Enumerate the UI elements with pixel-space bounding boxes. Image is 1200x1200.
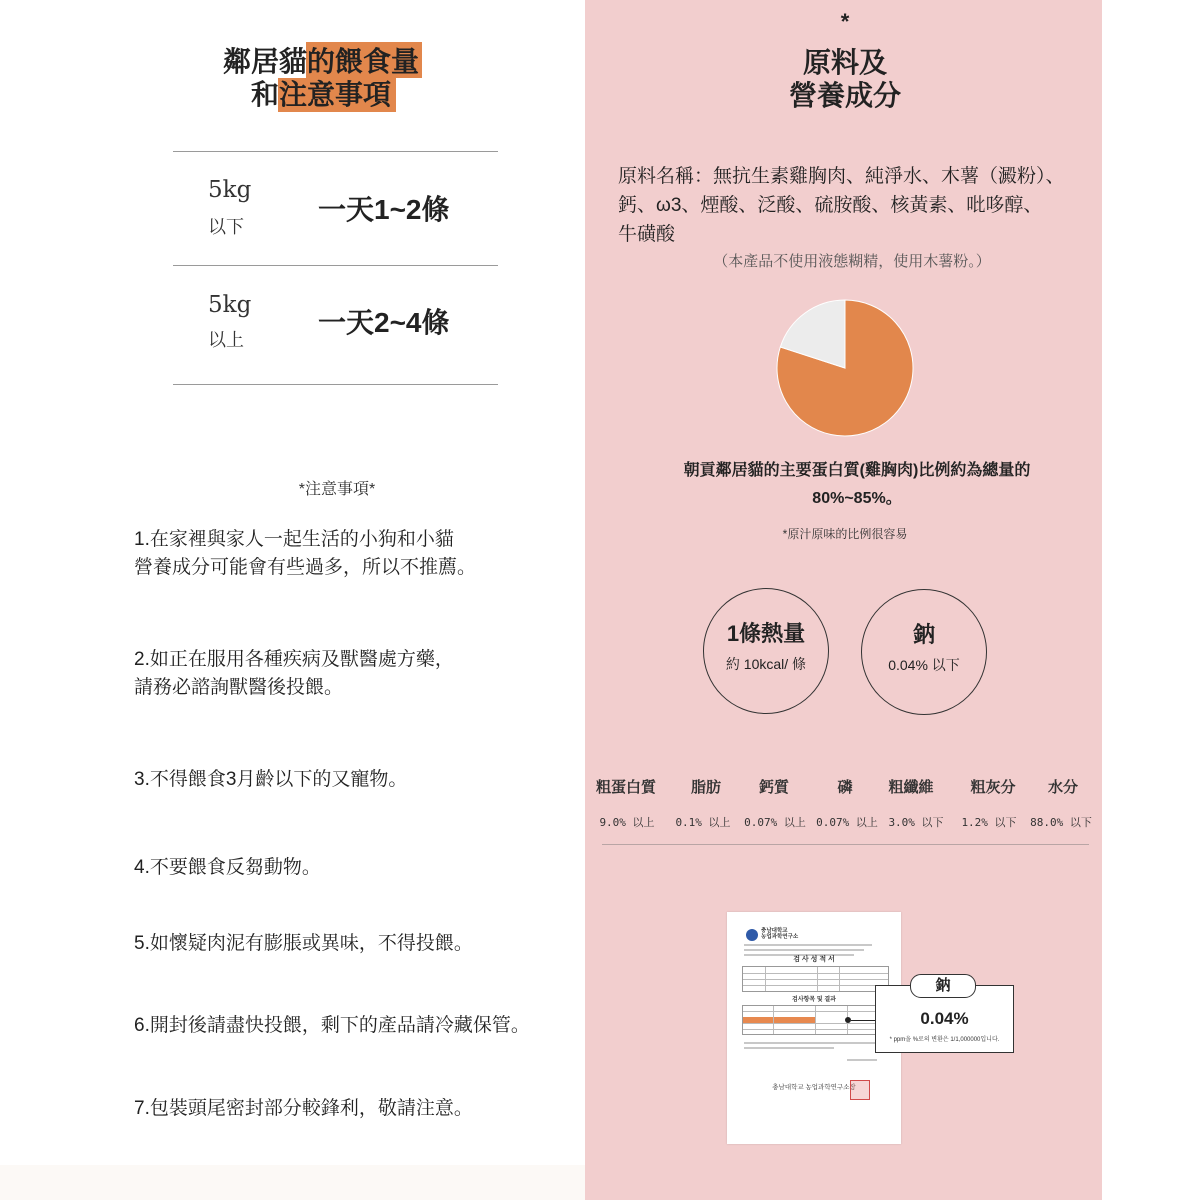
badge-title: 1條熱量 xyxy=(726,621,806,646)
cert-info-table xyxy=(742,966,889,992)
table-underline xyxy=(602,844,1089,845)
feeding-title xyxy=(171,45,471,111)
analysis-value: 3.0% 以下 xyxy=(888,816,944,829)
note-line: 6.開封後請盡快投餵，剩下的產品請冷藏保管。 xyxy=(134,1015,530,1036)
note-item xyxy=(134,854,321,882)
sodium-badge xyxy=(861,589,987,715)
analysis-value: 0.1% 以上 xyxy=(675,816,731,829)
callout-label: 鈉 xyxy=(910,974,976,998)
protein-pie-chart xyxy=(775,298,915,438)
cert-date-line xyxy=(847,1059,877,1061)
university-logo-icon xyxy=(746,929,758,941)
feeding-amount: 一天1~2條 xyxy=(318,194,450,225)
note-item xyxy=(134,766,407,794)
protein-text: 80%~85%。 xyxy=(812,490,902,507)
note-line: 3.不得餵食3月齡以下的又寵物。 xyxy=(134,769,408,790)
cert-section-title: 검사항목 및 결과 xyxy=(792,997,836,1003)
analysis-header: 粗灰分 xyxy=(970,779,1016,796)
note-item xyxy=(134,526,476,582)
note-line: 請務必諮詢獸醫後投餵。 xyxy=(134,677,344,698)
row-divider xyxy=(173,265,498,266)
badge-value: 0.04% 以下 xyxy=(888,657,960,673)
cert-text-line xyxy=(744,944,872,946)
ingredients-line: 牛磺酸 xyxy=(618,224,676,245)
feeding-qualifier: 以上 xyxy=(208,330,244,350)
asterisk-mark: * xyxy=(840,9,850,34)
feeding-amount: 一天2~4條 xyxy=(318,307,450,338)
cert-text-line xyxy=(744,1042,884,1044)
feeding-qualifier: 以下 xyxy=(208,217,244,237)
analysis-header: 水分 xyxy=(1047,779,1078,796)
feeding-weight: 5kg xyxy=(208,292,252,318)
analysis-value: 88.0% 以下 xyxy=(1030,816,1092,829)
feeding-title-line: 和注意事項 xyxy=(250,79,391,110)
ingredients-title-line: 營養成分 xyxy=(788,80,901,111)
notes-heading: *注意事項* xyxy=(298,481,376,498)
note-line: 營養成分可能會有些過多，所以不推薦。 xyxy=(134,557,477,578)
ingredients-list xyxy=(618,162,1065,249)
calorie-badge xyxy=(703,588,829,714)
badge-value: 約 10kcal/ 條 xyxy=(725,656,807,672)
note-line: 4.不要餵食反芻動物。 xyxy=(134,857,321,878)
badge-title: 鈉 xyxy=(912,622,935,647)
note-line: 2.如正在服用各種疾病及獸醫處方藥， xyxy=(134,649,454,670)
feeding-title-line: 鄰居貓的餵食量 xyxy=(222,46,419,77)
analysis-header: 磷 xyxy=(837,779,853,796)
row-divider xyxy=(173,384,498,385)
cert-signature: 충남대학교 농업과학연구소장 xyxy=(772,1084,856,1091)
ingredients-note: （本產品不使用液態糊精，使用木薯粉。） xyxy=(713,253,991,270)
note-item xyxy=(134,1012,530,1040)
analysis-value: 0.07% 以上 xyxy=(816,816,878,829)
red-seal-icon xyxy=(850,1080,870,1100)
callout-leader-line xyxy=(851,1020,875,1021)
note-line: 5.如懷疑肉泥有膨脹或異味，不得投餵。 xyxy=(134,933,473,954)
cert-text-line xyxy=(744,949,864,951)
bottom-strip xyxy=(0,1165,585,1200)
ingredients-title-line: 原料及 xyxy=(802,47,887,78)
analysis-header: 粗纖維 xyxy=(888,779,934,796)
note-line: 1.在家裡與家人一起生活的小狗和小貓 xyxy=(134,529,454,550)
analysis-value: 9.0% 以上 xyxy=(599,816,655,829)
cert-text-line xyxy=(744,1047,834,1049)
ingredients-title xyxy=(745,46,945,112)
note-item xyxy=(134,930,473,958)
note-item xyxy=(134,646,454,702)
analysis-header: 脂肪 xyxy=(690,779,721,796)
ingredients-line: 原料名稱：無抗生素雞胸肉、純淨水、木薯（澱粉）、 xyxy=(618,166,1065,187)
feeding-weight: 5kg xyxy=(208,177,252,203)
ingredients-line: 鈣、ω3、煙酸、泛酸、硫胺酸、核黃素、吡哆醇、 xyxy=(618,195,1043,216)
note-line: 7.包裝頭尾密封部分較鋒利，敬請注意。 xyxy=(134,1098,473,1119)
analysis-header: 鈣質 xyxy=(758,779,789,796)
row-divider xyxy=(173,151,498,152)
cert-org: 농업과학연구소 xyxy=(761,934,799,940)
cert-title: 검 사 성 적 서 xyxy=(793,956,835,963)
analysis-value: 1.2% 以下 xyxy=(961,816,1017,829)
protein-footnote: *原汁原味的比例很容易 xyxy=(782,527,908,541)
analysis-header: 粗蛋白質 xyxy=(595,779,656,796)
protein-text: 朝貢鄰居貓的主要蛋白質(雞胸肉)比例約為總量的 xyxy=(683,462,1031,479)
analysis-value: 0.07% 以上 xyxy=(744,816,806,829)
note-item xyxy=(134,1095,473,1123)
callout-note: * ppm을 %로의 변환은 1/1,000000입니다. xyxy=(889,1037,1000,1043)
cert-org: 충남대학교 xyxy=(761,928,788,934)
callout-value: 0.04% xyxy=(920,1009,969,1028)
